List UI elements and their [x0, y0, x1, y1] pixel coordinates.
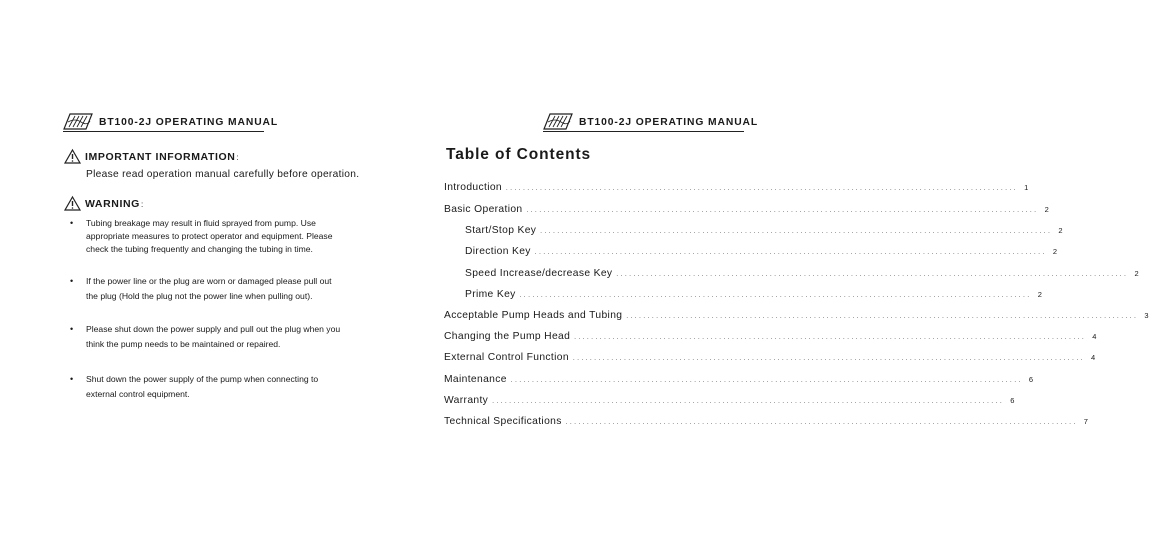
toc-dot-leader: ........................................................................................................................ — [506, 186, 1019, 192]
important-heading: IMPORTANT INFORMATION — [85, 150, 236, 163]
important-text: Please read operation manual carefully before operation. — [86, 169, 360, 180]
bullet-dot: • — [70, 218, 74, 228]
bullet-line: think the pump needs to be maintained or repaired. — [86, 339, 281, 349]
brand-logo-icon — [543, 113, 573, 130]
warning-heading-row — [64, 196, 144, 211]
warning-colon: : — [140, 200, 144, 209]
toc-page-number: 6 — [1028, 375, 1034, 384]
header-title: BT100-2J OPERATING MANUAL — [579, 117, 759, 128]
warning-bullet-4 — [70, 372, 365, 402]
toc-item-maintenance[interactable] — [444, 374, 1034, 388]
bullet-line: the plug (Hold the plug not the power line when pulling out). — [86, 291, 313, 301]
bullet-dot: • — [70, 276, 74, 286]
toc-page-number: 4 — [1092, 332, 1097, 341]
toc-dot-leader: ........................................................................................................................ — [572, 356, 1085, 362]
toc-item-pump-heads[interactable] — [444, 310, 1149, 324]
toc-dot-leader: ........................................................................................................................ — [510, 378, 1023, 384]
toc-label: Maintenance — [444, 374, 507, 385]
toc-page-number: 4 — [1090, 353, 1096, 362]
toc-dot-leader: ........................................................................................................................ — [574, 335, 1087, 341]
toc-item-speed-key[interactable] — [465, 268, 1139, 282]
page-header-right — [543, 111, 759, 132]
warning-triangle-icon — [64, 196, 81, 211]
warning-bullet-1 — [70, 217, 365, 256]
toc-label: Changing the Pump Head — [444, 331, 571, 342]
toc-dot-leader: ........................................................................................................................ — [526, 208, 1039, 214]
toc-item-changing-pump-head[interactable] — [444, 331, 1097, 345]
bullet-line: Please shut down the power supply and pull out the plug when you — [86, 324, 341, 334]
toc-page-number: 1 — [1024, 183, 1029, 192]
toc-page-number: 6 — [1010, 396, 1015, 405]
toc-title: Table of Contents — [446, 146, 592, 163]
toc-page-number: 7 — [1083, 417, 1089, 426]
toc-label: Basic Operation — [444, 204, 523, 215]
toc-label: Speed Increase/decrease Key — [465, 268, 613, 279]
left-page — [0, 0, 404, 545]
toc-dot-leader: ........................................................................................................................ — [534, 250, 1047, 256]
toc-item-direction-key[interactable] — [465, 246, 1058, 260]
bullet-line: Tubing breakage may result in fluid sprayed from pump. Use — [86, 218, 316, 228]
toc-item-basic-operation[interactable] — [444, 204, 1050, 218]
toc-label: Technical Specifications — [444, 416, 562, 427]
toc-dot-leader: ........................................................................................................................ — [616, 272, 1129, 278]
toc-label: Warranty — [444, 395, 489, 406]
toc-page-number: 2 — [1052, 247, 1058, 256]
brand-logo-icon — [63, 113, 93, 130]
toc-dot-leader: ........................................................................................................................ — [565, 420, 1078, 426]
toc-item-introduction[interactable] — [444, 182, 1029, 196]
toc-label: Prime Key — [465, 289, 516, 300]
warning-bullet-3 — [70, 322, 365, 352]
toc-item-external-control[interactable] — [444, 352, 1096, 366]
toc-label: Direction Key — [465, 246, 531, 257]
toc-label: Introduction — [444, 182, 503, 193]
bullet-line: Shut down the power supply of the pump when connecting to — [86, 374, 319, 384]
toc-item-technical-specifications[interactable] — [444, 416, 1089, 430]
toc-dot-leader: ........................................................................................................................ — [492, 399, 1005, 405]
bullet-line: If the power line or the plug are worn or damaged please pull out — [86, 276, 332, 286]
toc-label: External Control Function — [444, 352, 569, 363]
toc-page-number: 2 — [1044, 205, 1050, 214]
bullet-line: check the tubing frequently and changing the tubing in time. — [86, 244, 313, 254]
toc-page-number: 2 — [1037, 290, 1043, 299]
toc-page-number: 2 — [1134, 269, 1139, 278]
toc-page-number: 3 — [1144, 311, 1149, 320]
bullet-line: external control equipment. — [86, 389, 190, 399]
toc-label: Acceptable Pump Heads and Tubing — [444, 310, 623, 321]
header-title: BT100-2J OPERATING MANUAL — [99, 117, 279, 128]
warning-bullet-2 — [70, 274, 365, 304]
right-page — [404, 0, 1149, 545]
warning-heading: WARNING — [85, 197, 140, 210]
page-header-left — [63, 111, 279, 132]
important-colon: : — [236, 153, 240, 162]
bullet-dot: • — [70, 324, 74, 334]
toc-dot-leader: ........................................................................................................................ — [519, 293, 1032, 299]
toc-page-number: 2 — [1058, 226, 1063, 235]
important-heading-row — [64, 149, 239, 164]
bullet-line: appropriate measures to protect operator and equipment. Please — [86, 231, 333, 241]
toc-item-start-stop-key[interactable] — [465, 225, 1063, 239]
toc-item-prime-key[interactable] — [465, 289, 1043, 303]
toc-dot-leader: ........................................................................................................................ — [626, 314, 1139, 320]
toc-dot-leader: ........................................................................................................................ — [540, 229, 1053, 235]
toc-label: Start/Stop Key — [465, 225, 537, 236]
bullet-dot: • — [70, 374, 74, 384]
warning-triangle-icon — [64, 149, 81, 164]
toc-item-warranty[interactable] — [444, 395, 1015, 409]
